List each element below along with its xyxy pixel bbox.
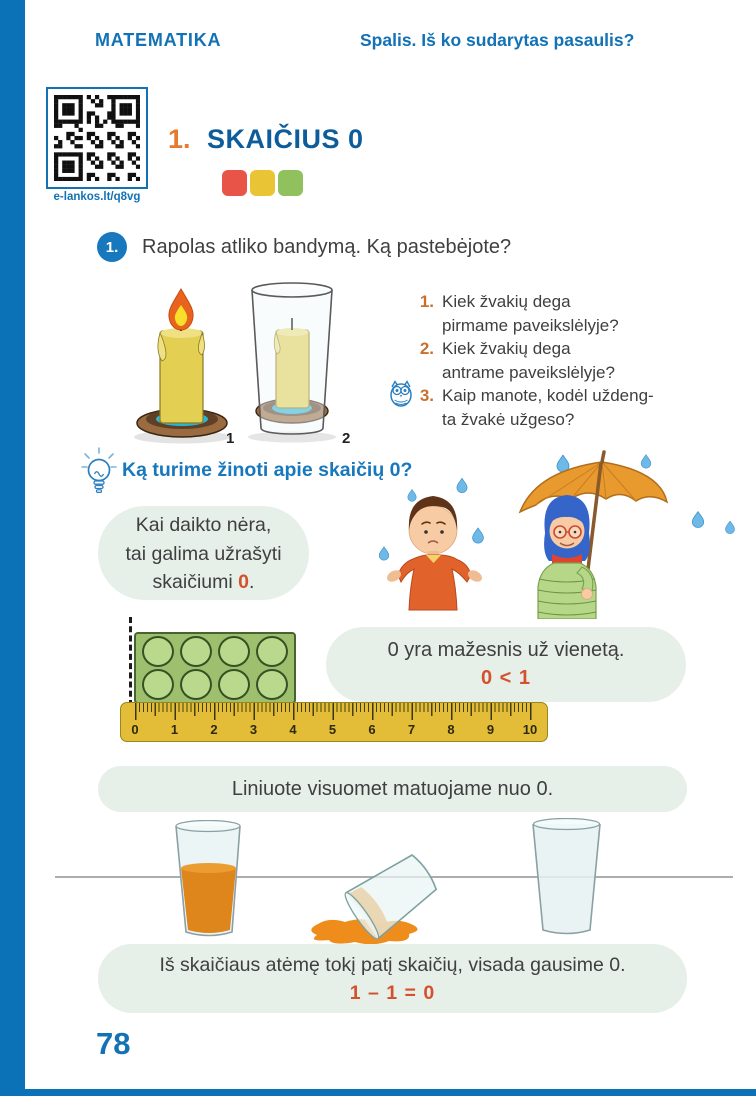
rule-bubble-subtract-same (98, 944, 687, 1013)
boy-shrugging (385, 496, 484, 610)
girl-with-umbrella (520, 452, 667, 619)
spilled-glass-illustration (293, 838, 463, 946)
ruler-number: 0 (131, 722, 139, 737)
chapter-subtitle: Spalis. Iš ko sudarytas pasaulis? (360, 30, 635, 50)
ruler-number: 4 (289, 722, 297, 737)
candle2-label: 2 (342, 430, 351, 447)
qr-link-label: e-lankos.lt/q8vg (53, 191, 141, 203)
question-item (388, 384, 688, 431)
bubble-line: 0 yra mažesnis už vienetą. (387, 639, 625, 661)
ruler-number: 5 (328, 722, 337, 737)
rule-bubble-measure-from-zero: Liniuote visuomet matuojame nuo 0. (98, 766, 687, 812)
lesson-title: SKAIČIUS 0 (207, 124, 364, 154)
empty-glass-illustration (528, 818, 604, 944)
numicon-block (134, 632, 296, 704)
ruler-number: 1 (170, 722, 179, 737)
lit-candle-illustration (130, 287, 240, 447)
ruler (120, 702, 548, 742)
numicon-hole (256, 669, 288, 700)
bubble-line: skaičiumi 0. (152, 571, 255, 593)
ruler-number: 9 (486, 722, 495, 737)
zero-dashed-line (129, 617, 132, 706)
lesson-number: 1. (168, 124, 191, 154)
numicon-hole (218, 669, 250, 700)
bubble-line: Iš skaičiaus atėmę tokį patį skaičių, visada gausime 0. (159, 954, 626, 976)
ruler-number: 2 (210, 722, 218, 737)
ruler-number: 6 (368, 722, 376, 737)
rule-bubble-zero-meaning (98, 506, 309, 600)
bubble-line: tai galima užrašyti (125, 542, 282, 565)
page-number: 78 (96, 1026, 131, 1061)
ruler-number: 3 (249, 722, 258, 737)
question-line: Kaip manote, kodėl uždeng- (442, 386, 654, 405)
question-list (388, 290, 688, 431)
left-edge-bar (0, 0, 25, 1096)
know-heading: Ką turime žinoti apie skaičių 0? (122, 459, 413, 481)
question-line: antrame paveikslėlyje? (442, 362, 615, 382)
highlight-zero: 0 (238, 571, 250, 593)
question-line: ta žvakė užgeso? (442, 409, 575, 429)
question-item (388, 337, 688, 384)
ruler-number: 10 (522, 722, 538, 737)
green-square (278, 170, 303, 196)
numicon-hole (180, 636, 212, 667)
question-number: 3. (419, 386, 434, 405)
exercise-text: Rapolas atliko bandymą. Ką pastebėjote? (142, 236, 512, 258)
full-glass-illustration (172, 820, 244, 946)
rule-bubble-less-than-one (326, 627, 686, 702)
bottom-edge-bar (25, 1089, 756, 1096)
red-square (222, 170, 247, 196)
exercise-number-badge: 1. (97, 232, 127, 262)
question-line: Kiek žvakių dega (442, 292, 571, 311)
question-number: 1. (419, 292, 434, 311)
numicon-hole (256, 636, 288, 667)
owl-icon (388, 380, 414, 407)
yellow-square (250, 170, 275, 196)
difficulty-squares (222, 170, 303, 196)
question-line: Kiek žvakių dega (442, 339, 571, 358)
lightbulb-icon (80, 447, 118, 495)
children-rain-illustration (378, 447, 740, 619)
ruler-major-ticks (135, 703, 533, 720)
formula-one-minus-one: 1 – 1 = 0 (349, 982, 436, 1004)
subject-title: MATEMATIKA (95, 30, 222, 50)
ruler-number: 7 (407, 722, 416, 737)
question-line: pirmame paveikslėlyje? (442, 315, 619, 335)
covered-candle-illustration (240, 280, 345, 444)
formula-zero-less-one: 0 < 1 (480, 667, 532, 689)
qr-code-icon (54, 95, 140, 181)
ruler-number: 8 (447, 722, 455, 737)
qr-code (46, 87, 148, 189)
numicon-hole (218, 636, 250, 667)
bubble-line: Kai daikto nėra, (135, 514, 272, 536)
question-number: 2. (419, 339, 434, 358)
numicon-hole (180, 669, 212, 700)
numicon-hole (142, 669, 174, 700)
numicon-hole (142, 636, 174, 667)
question-item (388, 290, 688, 337)
candle1-label: 1 (226, 430, 235, 447)
